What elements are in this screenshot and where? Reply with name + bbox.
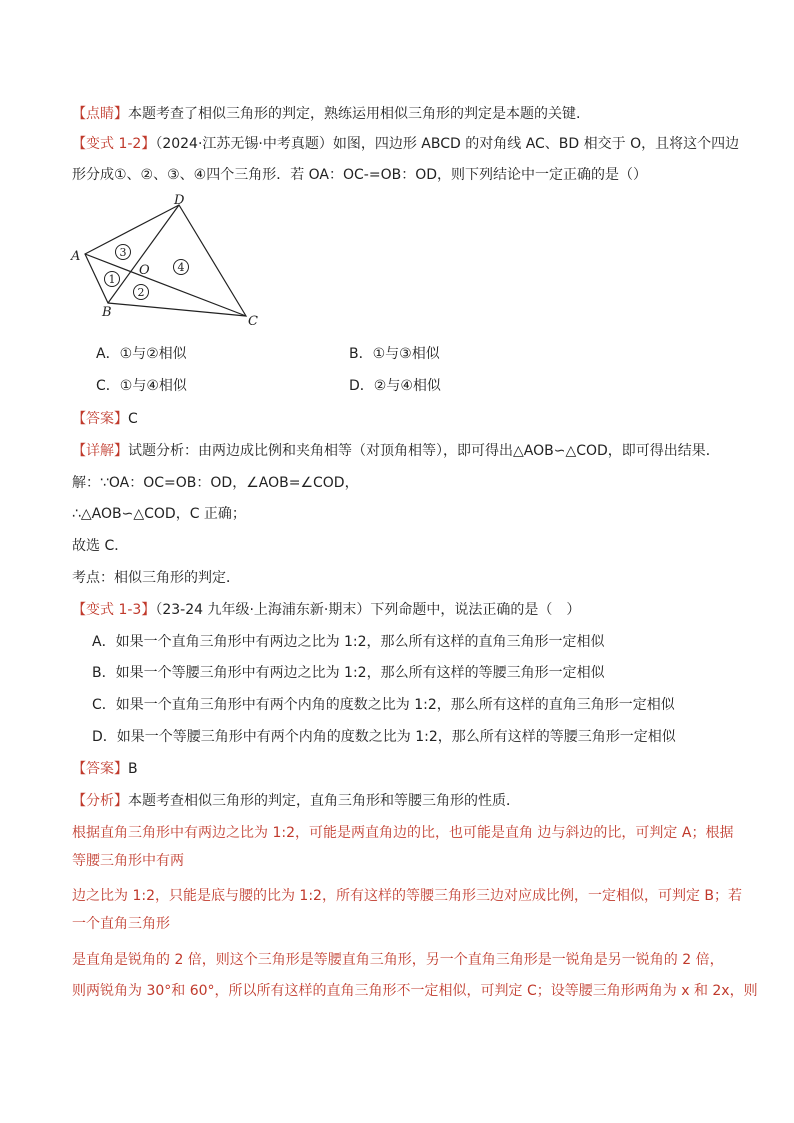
q12-solution-2: ∴△AOB∽△COD，C 正确；: [72, 506, 246, 522]
q13-analysis: 本题考查相似三角形的判定，直角三角形和等腰三角形的性质．: [128, 793, 520, 809]
dianjing-tag: 【点睛】: [72, 106, 128, 122]
q13-stem-text: （23-24 九年级·上海浦东新·期末）下列命题中，说法正确的是（ ）: [155, 602, 581, 618]
region-3-marker: [116, 245, 131, 260]
q13-option-c: C．如果一个直角三角形中有两个内角的度数之比为 1:2，那么所有这样的直角三角形一定相似: [92, 697, 675, 713]
q13-analysis-p1: 根据直角三角形中有两边之比为 1:2，可能是两直角边的比，也可能是直角 边与斜边的比，可判定 A；根据: [72, 825, 734, 841]
q12-option-a: A．①与②相似: [96, 346, 187, 362]
quadrilateral-figure: [66, 192, 266, 332]
q12-answer-line: [72, 409, 138, 429]
region-2-label: 2: [137, 286, 145, 299]
q13-option-a: A．如果一个直角三角形中有两边之比为 1:2，那么所有这样的直角三角形一定相似: [92, 634, 605, 650]
region-1-marker: [105, 272, 120, 287]
q12-answer: C: [128, 411, 138, 427]
quadrilateral-outline: [85, 205, 246, 316]
q13-option-b: B．如果一个等腰三角形中有两边之比为 1:2，那么所有这样的等腰三角形一定相似: [92, 665, 605, 681]
q13-analysis-p5: 是直角是锐角的 2 倍，则这个三角形是等腰直角三角形，另一个直角三角形是一锐角是另一锐角的 2 倍，: [72, 952, 724, 968]
q13-analysis-p3: 边之比为 1:2，只能是底与腰的比为 1:2，所有这样的等腰三角形三边对应成比例，一定相似，可判定 B；若: [72, 888, 743, 904]
q12-answer-tag: 【答案】: [72, 411, 128, 427]
label-o: O: [139, 263, 150, 278]
q13-answer-line: [72, 759, 138, 779]
q12-stem-rest: （2024·江苏无锡·中考真题）如图，四边形 ABCD 的对角线 AC、BD 相交于 O，且将这个四边: [155, 136, 740, 152]
q13-option-d: D．如果一个等腰三角形中有两个内角的度数之比为 1:2，那么所有这样的等腰三角形一定相似: [92, 729, 676, 745]
label-b: B: [102, 305, 112, 320]
q12-detail-line: [72, 441, 720, 461]
q13-answer-tag: 【答案】: [72, 761, 128, 777]
q12-detail-tag: 【详解】: [72, 443, 128, 459]
region-3-label: 3: [119, 246, 127, 259]
q12-detail: 试题分析：由两边成比例和夹角相等（对顶角相等），即可得出△AOB∽△COD，即可得出结果．: [128, 443, 720, 459]
q13-analysis-p2: 等腰三角形中有两: [72, 853, 184, 869]
region-4-marker: [174, 260, 189, 275]
region-2-marker: [134, 285, 149, 300]
q12-option-b: B．①与③相似: [349, 346, 440, 362]
q12-stem-line2: 形分成①、②、③、④四个三角形．若 OA：OC-=OB：OD，则下列结论中一定正确的是（）: [72, 167, 648, 183]
q13-stem: [72, 600, 580, 620]
q12-kaodian: 考点：相似三角形的判定．: [72, 570, 240, 586]
q13-analysis-p6: 则两锐角为 30°和 60°，所以所有这样的直角三角形不一定相似，可判定 C；设等腰三角形两角为 x 和 2x，则: [72, 983, 758, 999]
q12-option-d: D．②与④相似: [349, 378, 441, 394]
q12-option-c: C．①与④相似: [96, 378, 187, 394]
q12-stem-line1: [72, 134, 739, 154]
label-a: A: [71, 249, 81, 264]
region-4-label: 4: [177, 261, 185, 274]
label-d: D: [174, 193, 185, 208]
q13-answer: B: [128, 761, 138, 777]
q12-solution-3: 故选 C．: [72, 538, 129, 554]
q12-solution-1: 解：∵OA：OC=OB：OD，∠AOB=∠COD，: [72, 475, 359, 491]
q13-analysis-tag: 【分析】: [72, 793, 128, 809]
label-c: C: [248, 314, 258, 329]
q13-analysis-line: [72, 791, 520, 811]
q12-tag: 【变式 1-2】: [72, 136, 156, 152]
region-1-label: 1: [108, 273, 116, 286]
dianjing-text: 本题考查了相似三角形的判定，熟练运用相似三角形的判定是本题的关键.: [128, 106, 581, 122]
q13-analysis-p4: 一个直角三角形: [72, 916, 170, 932]
dianjing-line: [72, 104, 580, 124]
q13-tag: 【变式 1-3】: [72, 602, 156, 618]
